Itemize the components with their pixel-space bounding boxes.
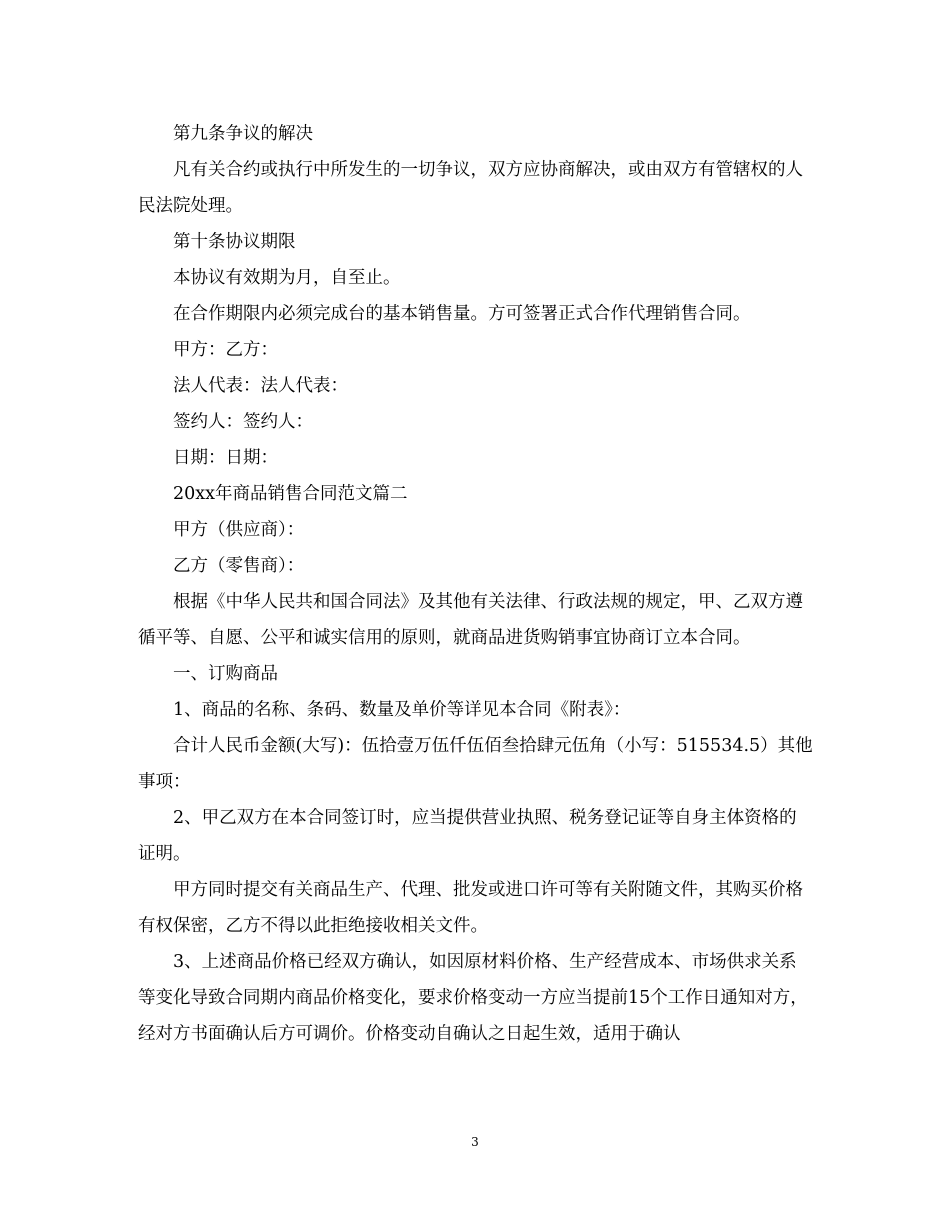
clause-1-goods-details: 1、商品的名称、条码、数量及单价等详见本合同《附表》： [173,700,631,720]
section-heading-article-10: 第十条协议期限 [173,232,296,252]
party-b-retailer: 乙方（零售商）： [173,556,305,576]
signature-line-legal-representative: 法人代表：法人代表： [173,376,348,396]
paragraph-dispute-resolution: 凡有关合约或执行中所发生的一切争议，双方应协商解决，或由双方有管辖权的人民法院处理。 [138,160,803,216]
paragraph-sales-volume: 在合作期限内必须完成台的基本销售量。方可签署正式合作代理销售合同。 [173,304,751,324]
paragraph-validity-period: 本协议有效期为月，自至止。 [173,268,401,288]
page-number: 3 [471,1135,479,1149]
signature-line-parties: 甲方：乙方： [173,340,278,360]
paragraph-total-amount: 合计人民币金额(大写)：伍拾壹万伍仟伍佰叁拾肆元伍角（小写：515534.5）其他事项： [138,736,813,792]
section-heading-article-9: 第九条争议的解决 [173,124,313,144]
clause-2-qualification: 2、甲乙双方在本合同签订时，应当提供营业执照、税务登记证等自身主体资格的证明。 [138,808,797,864]
document-title-part-2: 20xx年商品销售合同范文篇二 [173,484,408,504]
signature-line-date: 日期：日期： [173,448,278,468]
clause-3-price-change: 3、上述商品价格已经双方确认，如因原材料价格、生产经营成本、市场供求关系等变化导致合同期内商品价格变化，要求价格变动一方应当提前15个工作日通知对方，经对方书面确认后方可调价。价格变动自确认之日起生效，适用于确认 [138,952,808,1044]
document-body [138,116,814,1052]
paragraph-legal-basis: 根据《中华人民共和国合同法》及其他有关法律、行政法规的规定，甲、乙双方遵循平等、自愿、公平和诚实信用的原则，就商品进货购销事宜协商订立本合同。 [138,592,803,648]
paragraph-supporting-documents: 甲方同时提交有关商品生产、代理、批发或进口许可等有关附随文件，其购买价格有权保密，乙方不得以此拒绝接收相关文件。 [138,880,803,936]
party-a-supplier: 甲方（供应商）： [173,520,305,540]
section-heading-ordered-goods: 一、订购商品 [173,664,278,684]
signature-line-signatory: 签约人：签约人： [173,412,313,432]
